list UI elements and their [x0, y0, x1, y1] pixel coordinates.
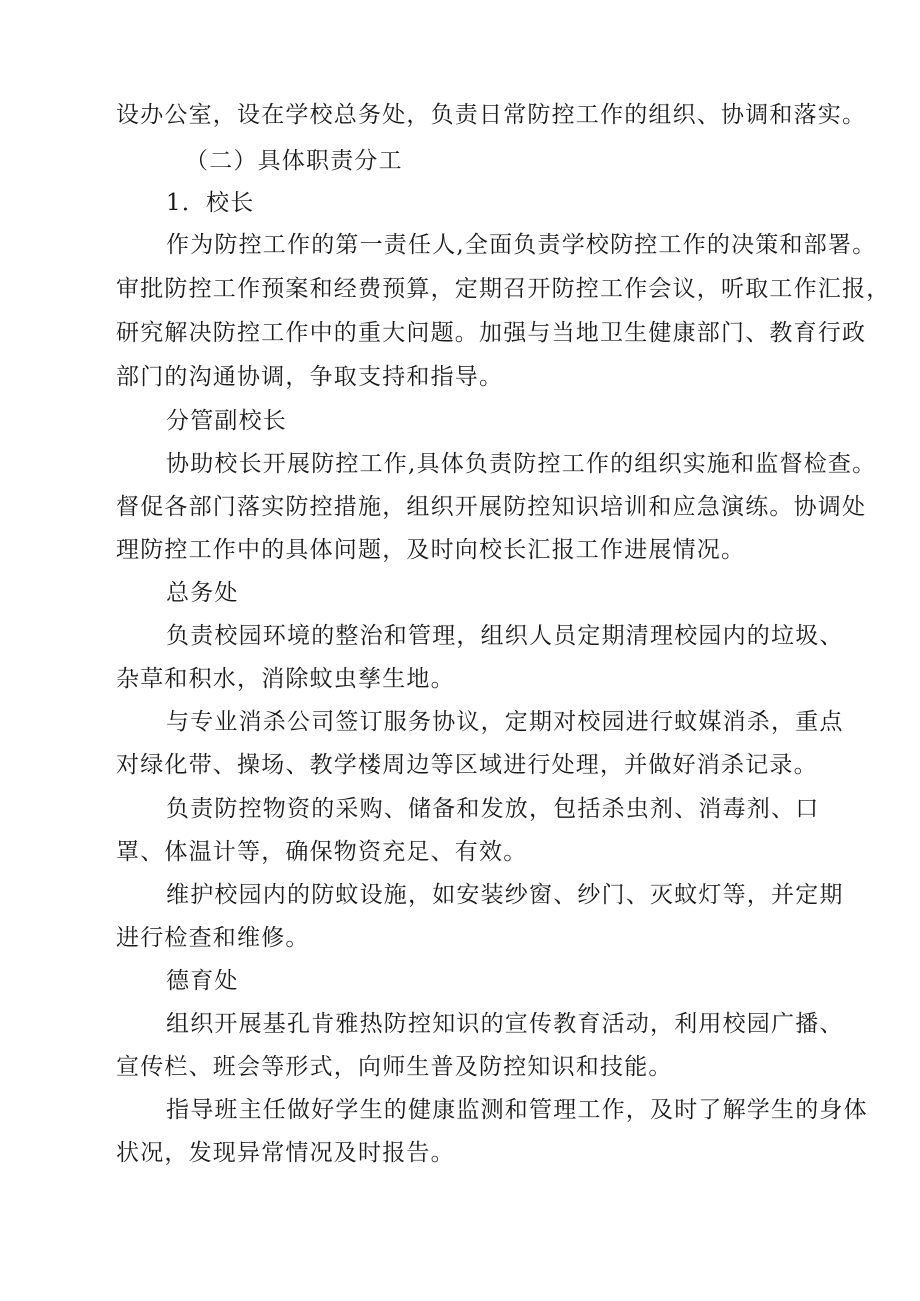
paragraph-line: 理防控工作中的具体问题，及时向校长汇报工作进展情况。	[116, 537, 746, 563]
role-heading-principal: 1．校长	[166, 190, 255, 216]
section-heading: （二）具体职责分工	[185, 148, 403, 174]
paragraph-line: 与专业消杀公司签订服务协议，定期对校园进行蚊媒消杀，重点	[166, 709, 844, 735]
paragraph-line: 组织开展基孔肯雅热防控知识的宣传教育活动，利用校园广播、	[166, 1011, 844, 1037]
role-heading-general-affairs: 总务处	[166, 580, 239, 606]
paragraph-line: 部门的沟通协调，争取支持和指导。	[116, 364, 504, 390]
paragraph-line: 负责防控物资的采购、储备和发放，包括杀虫剂、消毒剂、口	[166, 796, 820, 822]
paragraph-line: 设办公室，设在学校总务处，负责日常防控工作的组织、协调和落实。	[116, 102, 867, 128]
paragraph-line: 审批防控工作预案和经费预算，定期召开防控工作会议，听取工作汇报，	[116, 276, 891, 302]
paragraph-line: 进行检查和维修。	[116, 925, 310, 951]
paragraph-line: 对绿化带、操场、教学楼周边等区域进行处理，并做好消杀记录。	[116, 752, 818, 778]
paragraph-line: 杂草和积水，消除蚊虫孳生地。	[116, 666, 455, 692]
paragraph-line: 罩、体温计等，确保物资充足、有效。	[116, 839, 528, 865]
paragraph-line: 协助校长开展防控工作,具体负责防控工作的组织实施和监督检查。	[166, 451, 877, 477]
paragraph-line: 督促各部门落实防控措施，组织开展防控知识培训和应急演练。协调处	[116, 494, 867, 520]
role-heading-vice-principal: 分管副校长	[166, 408, 287, 434]
paragraph-line: 指导班主任做好学生的健康监测和管理工作，及时了解学生的身体	[166, 1097, 868, 1123]
paragraph-line: 研究解决防控工作中的重大问题。加强与当地卫生健康部门、教育行政	[116, 320, 867, 346]
paragraph-line: 负责校园环境的整治和管理，组织人员定期清理校园内的垃圾、	[166, 623, 844, 649]
paragraph-line: 宣传栏、班会等形式，向师生普及防控知识和技能。	[116, 1054, 673, 1080]
role-heading-moral-education: 德育处	[166, 968, 239, 994]
paragraph-line: 状况，发现异常情况及时报告。	[116, 1140, 455, 1166]
paragraph-line: 作为防控工作的第一责任人,全面负责学校防控工作的决策和部署。	[166, 232, 877, 258]
paragraph-line: 维护校园内的防蚊设施，如安装纱窗、纱门、灭蚊灯等，并定期	[166, 882, 844, 908]
